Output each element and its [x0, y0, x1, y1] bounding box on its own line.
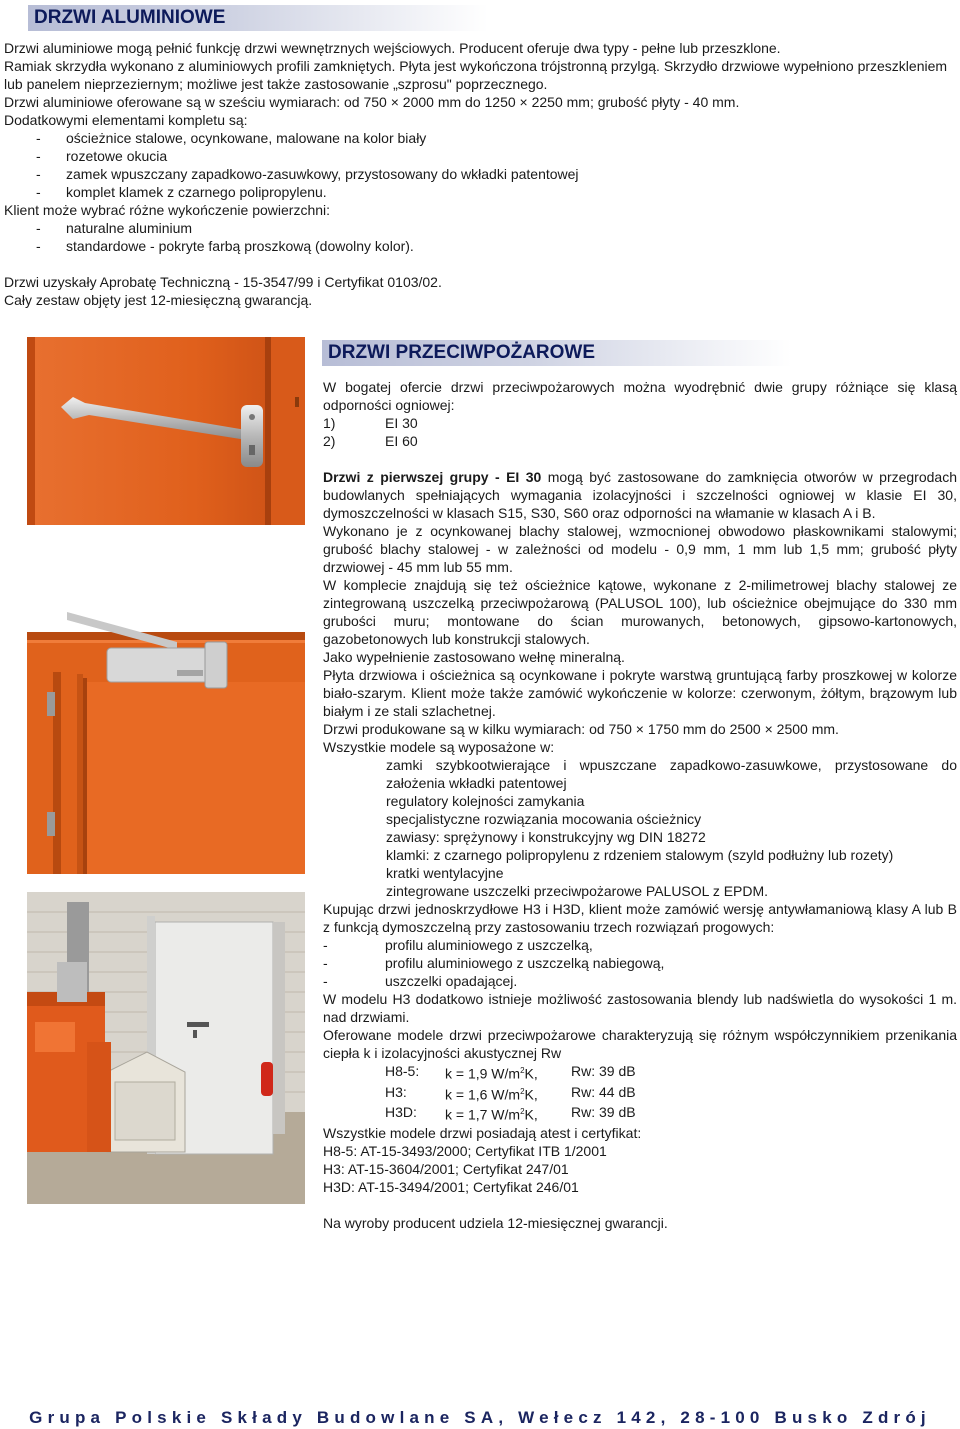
- section-header-aluminium: [28, 5, 488, 31]
- list-item: 2) EI 60: [323, 433, 418, 449]
- list-item: specjalistyczne rozwiązania mocowania ościeżnicy: [386, 811, 702, 827]
- list-item: - rozetowe okucia: [36, 148, 168, 164]
- section-header-fire-doors: [322, 340, 792, 366]
- paragraph: Wykonano je z ocynkowanej blachy stalowej, wzmocnionej obwodowo płaskownikami stalowymi; grubość blachy stalowej - w zależności od modelu - 0,9 mm, 1 mm lub 1,5 mm; grubość płyty drzwiowej - 45 mm lub 55 mm.: [323, 523, 957, 575]
- fire-doors-section: [323, 378, 957, 1232]
- coefficient-row: H3D: k = 1,7 $W/m^2K$, Rw: 39 dB: [385, 1104, 636, 1123]
- list-item: - standardowe - pokryte farbą proszkową (dowolny kolor).: [36, 238, 414, 254]
- paragraph: Klient może wybrać różne wykończenie powierzchni:: [4, 202, 331, 218]
- list-item: regulatory kolejności zamykania: [386, 793, 585, 809]
- boiler-room-door-photo: [27, 892, 305, 1204]
- section-title: DRZWI PRZECIWPOŻAROWE: [328, 342, 596, 363]
- footer-company-address: Grupa Polskie Składy Budowlane SA, Wełecz 142, 28-100 Busko Zdrój: [29, 1408, 931, 1427]
- paragraph: Kupując drzwi jednoskrzydłowe H3 i H3D, klient może zamówić wersję antywłamaniową klasy A lub B z funkcją dymoszczelną przy zastosowaniu trzech rozwiązań progowych:: [323, 901, 957, 935]
- door-panic-bar-photo: [27, 337, 305, 525]
- approval-text: Drzwi uzyskały Aprobatę Techniczną - 15-3547/99 i Certyfikat 0103/02.: [4, 274, 442, 290]
- list-item: 1) EI 30: [323, 415, 418, 431]
- paragraph: Wszystkie modele są wyposażone w:: [323, 739, 555, 755]
- coefficient-row: H3: k = 1,6 $W/m^2K$, Rw: 44 dB: [385, 1083, 636, 1103]
- certificate-line: H8-5: AT-15-3493/2000; Certyfikat ITB 1/2001: [323, 1142, 607, 1159]
- paragraph: Jako wypełnienie zastosowano wełnę mineralną.: [323, 649, 625, 665]
- paragraph: Drzwi produkowane są w kilku wymiarach: od 750 × 1750 mm do 2500 × 2500 mm.: [323, 721, 839, 737]
- paragraph: Oferowane modele drzwi przeciwpożarowe charakteryzują się różnym współczynnikiem przenikania ciepła k i izolacyjności akustycznej Rw: [323, 1027, 957, 1061]
- aluminium-doors-section: [4, 39, 956, 309]
- list-item: - naturalne aluminium: [36, 220, 193, 236]
- certificate-line: H3D: AT-15-3494/2001; Certyfikat 246/01: [323, 1178, 579, 1195]
- list-item: klamki: z czarnego polipropylenu z rdzeniem stalowym (szyld podłużny lub rozety): [386, 847, 894, 863]
- coefficient-row: H8-5: k = 1,9 $W/m^2K$, Rw: 39 dB: [385, 1063, 636, 1082]
- warranty-text: Cały zestaw objęty jest 12-miesięczną gwarancją.: [4, 292, 313, 308]
- list-item: - uszczelki opadającej.: [323, 973, 518, 989]
- paragraph: Dodatkowymi elementami kompletu są:: [4, 112, 248, 128]
- list-item: - zamek wpuszczany zapadkowo-zasuwkowy, przystosowany do wkładki patentowej: [36, 166, 579, 182]
- paragraph: Drzwi aluminiowe mogą pełnić funkcję drzwi wewnętrznych wejściowych. Producent oferuje dwa typy - pełne lub przeszklone.: [4, 40, 781, 56]
- list-item: - ościeżnice stalowe, ocynkowane, malowane na kolor biały: [36, 130, 427, 146]
- list-item: zawiasy: sprężynowy i konstrukcyjny wg DIN 18272: [386, 829, 706, 845]
- list-item: kratki wentylacyjne: [386, 865, 504, 881]
- paragraph: Płyta drzwiowa i ościeżnica są ocynkowane i pokryte warstwą gruntującą farby proszkowej w kolorze biało-szarym. Klient może także zamówić wykończenie w kolorze: czerwonym, żółtym, brązowym lub białym i ze stali szlachetnej.: [323, 667, 957, 719]
- door-closer-photo: [27, 612, 305, 874]
- paragraph: Drzwi z pierwszej grupy - EI 30 mogą być zastosowane do zamknięcia otworów w przegrodach budowlanych spełniających wymagania izolacyjności i szczelności ogniowej w klasie EI 30, dymoszczelności w klasach S15, S30, S60 oraz odporności na włamanie w klasach A i B.: [323, 469, 957, 521]
- paragraph: W modelu H3 dodatkowo istnieje możliwość zastosowania blendy lub nadświetla do wysokości 1 m. nad drzwiami.: [323, 991, 957, 1025]
- paragraph: W bogatej ofercie drzwi przeciwpożarowych można wyodrębnić dwie grupy różniące się klasą odporności ogniowej:: [323, 379, 957, 413]
- paragraph: Drzwi aluminiowe oferowane są w sześciu wymiarach: od 750 × 2000 mm do 1250 × 2250 mm; grubość płyty - 40 mm.: [4, 94, 740, 110]
- certificate-line: H3: AT-15-3604/2001; Certyfikat 247/01: [323, 1160, 569, 1177]
- warranty-text: Na wyroby producent udziela 12-miesięcznej gwarancji.: [323, 1214, 668, 1231]
- paragraph: Ramiak skrzydła wykonano z aluminiowych profili zamkniętych. Płyta jest wykończona trójstronną przylgą. Skrzydło drzwiowe wypełniono przeszkleniem lub panelem nieprzeziernym; możliwe jest także zastosowanie „szprosu" poprzecznego.: [4, 58, 948, 92]
- list-item: zintegrowane uszczelki przeciwpożarowe PALUSOL z EPDM.: [386, 883, 769, 899]
- paragraph: W komplecie znajdują się też ościeżnice kątowe, wykonane z 2-milimetrowej blachy stalowej ze zintegrowaną uszczelką przeciwpożarową (PALUSOL 100), lub ościeżnice obejmujące do 330 mm grubości muru; montowane do ścian murowanych, betonowych, gipsowo-kartonowych, gazobetonowych lub konstrukcji stalowych.: [323, 577, 957, 647]
- list-item: zamki szybkootwierające i wpuszczane zapadkowo-zasuwkowe, przystosowane do założenia wkładki patentowej: [386, 757, 957, 791]
- list-item: - komplet klamek z czarnego polipropylenu.: [36, 184, 327, 200]
- list-item: - profilu aluminiowego z uszczelką,: [323, 937, 593, 953]
- paragraph: Wszystkie modele drzwi posiadają atest i certyfikat:: [323, 1124, 642, 1141]
- section-title: DRZWI ALUMINIOWE: [34, 7, 226, 28]
- list-item: - profilu aluminiowego z uszczelką nabiegową,: [323, 955, 665, 971]
